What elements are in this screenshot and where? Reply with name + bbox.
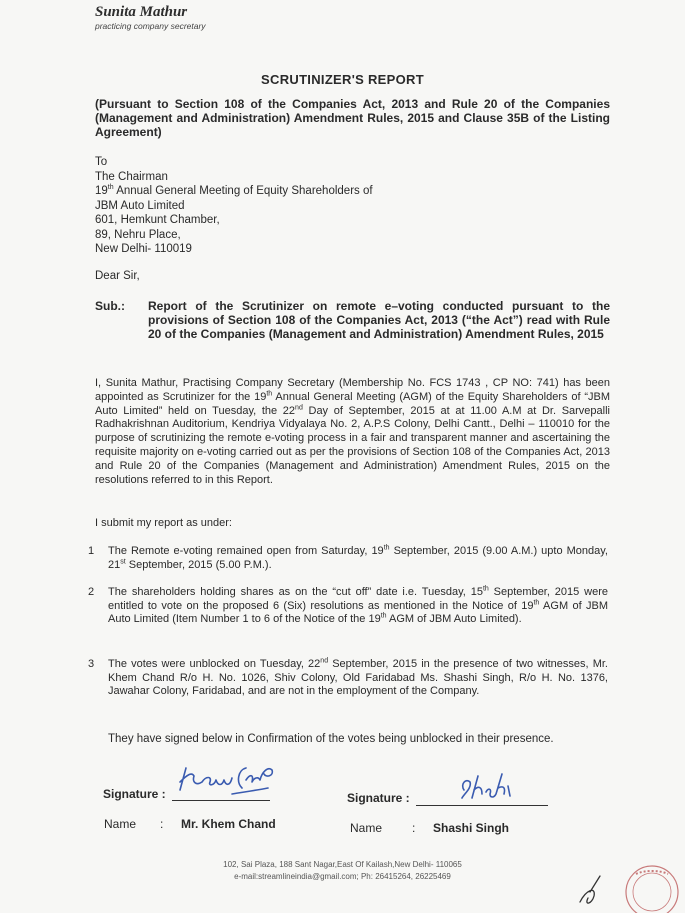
signature-shashi-singh xyxy=(452,768,522,806)
pursuant-clause: (Pursuant to Section 108 of the Companies Act, 2013 and Rule 20 of the Companies (Management and Administration) Amendment Rules, 2015 and Clause 35B of the Listing Agreement) xyxy=(95,97,610,139)
item-2-sup-3: th xyxy=(380,612,387,620)
item-2-part-b: September, 2015 were entitled to vote on the proposed 6 (Six) resolutions as mentioned in the Notice of 19 xyxy=(108,586,608,612)
signature-khem-chand xyxy=(172,752,282,800)
address-line-4: 601, Hemkunt Chamber, xyxy=(95,214,220,226)
name-colon-right: : xyxy=(412,821,416,835)
item-3-part-a: The votes were unblocked on Tuesday, 22 xyxy=(108,658,321,670)
address-line-5: 89, Nehru Place, xyxy=(95,228,181,241)
address-line-2-text: Annual General Meeting of Equity Shareholders of xyxy=(113,185,373,197)
list-item xyxy=(108,586,608,627)
item-1-sup-1: th xyxy=(383,544,390,552)
submit-line: I submit my report as under: xyxy=(95,517,232,529)
signature-label-right: Signature : xyxy=(347,791,410,805)
item-3-part-b: September, 2015 in the presence of two witnesses, Mr. Khem Chand R/o H. No. 1026, Shiv Colony, Old Faridabad Ms. Shashi Singh, R/o H. No. 1376, Jawahar Colony, Faridabad, and are not in the employment of the Company. xyxy=(108,658,608,698)
name-label-right: Name xyxy=(350,821,383,835)
item-2-part-a: The shareholders holding shares as on the “cut off” date i.e. Tuesday, 15 xyxy=(108,586,483,598)
item-1-part-b: September, 2015 (9.00 A.M.) upto Monday, 21 xyxy=(108,545,608,571)
list-item xyxy=(108,545,608,572)
item-number: 1 xyxy=(88,545,95,557)
intro-part-b: Annual General Meeting (AGM) of the Equity Shareholders of “JBM Auto Limited” held on Tuesday, the 22 xyxy=(95,390,610,417)
subject-label: Sub.: xyxy=(95,299,125,313)
intro-sup-1: th xyxy=(266,390,273,398)
item-2-sup-2: th xyxy=(533,598,540,606)
letterhead-name: Sunita Mathur xyxy=(95,4,188,20)
item-number: 3 xyxy=(88,658,95,670)
footer-line-1: 102, Sai Plaza, 188 Sant Nagar,East Of Kailash,New Delhi- 110065 xyxy=(223,860,462,869)
address-line-2-sup: th xyxy=(107,184,114,192)
footer-line-2: e-mail:streamlineindia@gmail.com; Ph: 26415264, 26225469 xyxy=(234,872,451,881)
item-2-part-d: AGM of JBM Auto Limited). xyxy=(386,613,522,626)
name-label-left: Name xyxy=(104,817,137,831)
item-number: 2 xyxy=(88,586,95,598)
address-line-2-number: 19 xyxy=(95,185,108,197)
item-3-sup-1: nd xyxy=(320,657,329,665)
item-1-sup-2: st xyxy=(120,557,126,565)
item-2-part-c: AGM of JBM Auto Limited (Item Number 1 to 6 of the Notice of the 19 xyxy=(108,599,608,626)
intro-part-c: Day of September, 2015 at at 11.00 A.M at Dr. Sarvepalli Radhakrishnan Auditorium, Kendriya Vidyalaya No. 2, A.P.S Colony, Delhi Cantt., Delhi – 110010 for the purpose of scrutinizing the remote e-voting process in a fair and transparent manner and ascertaining the requisite majority on e-voting carried out as per the provisions of Section 108 of the Companies Act, 2013 and Rule 20 of the Companies (Management and Administration) Amendment Rules, 2015 on the resolutions referred to in this Report. xyxy=(95,404,610,486)
item-1-part-c: September, 2015 (5.00 P.M.). xyxy=(125,558,272,571)
address-line-1: The Chairman xyxy=(95,170,168,183)
name-right: Shashi Singh xyxy=(433,821,510,835)
intro-paragraph xyxy=(95,377,610,487)
intro-sup-2: nd xyxy=(295,403,303,411)
signature-label-left: Signature : xyxy=(103,787,166,801)
address-block xyxy=(95,155,373,257)
subject-text: Report of the Scrutinizer on remote e–voting conducted pursuant to the provisions of Section 108 of the Companies Act, 2013 (“the Act”) read with Rule 20 of the Companies (Management and Administration) Amendment Rules, 2015 xyxy=(148,299,610,341)
intro-part-a: I, Sunita Mathur, Practising Company Secretary (Membership No. FCS 1743 , CP NO: 741) has been appointed as Scrutinizer for the 19 xyxy=(95,377,610,403)
letterhead-title: practicing company secretary xyxy=(95,21,206,31)
company-secretary-signature-stamp xyxy=(560,862,685,913)
list-item xyxy=(108,658,608,699)
name-colon-left: : xyxy=(160,817,164,831)
signed-confirmation: They have signed below in Confirmation of the votes being unblocked in their presence. xyxy=(108,733,554,745)
address-line-3: JBM Auto Limited xyxy=(95,199,185,212)
item-2-sup-1: th xyxy=(482,585,489,593)
name-left: Mr. Khem Chand xyxy=(181,817,276,831)
address-to: To xyxy=(95,156,108,168)
item-1-part-a: The Remote e-voting remained open from Saturday, 19 xyxy=(108,545,384,557)
report-title: SCRUTINIZER'S REPORT xyxy=(261,72,424,87)
address-line-2 xyxy=(95,184,373,199)
salutation: Dear Sir, xyxy=(95,270,140,282)
address-line-6: New Delhi- 110019 xyxy=(95,243,192,255)
